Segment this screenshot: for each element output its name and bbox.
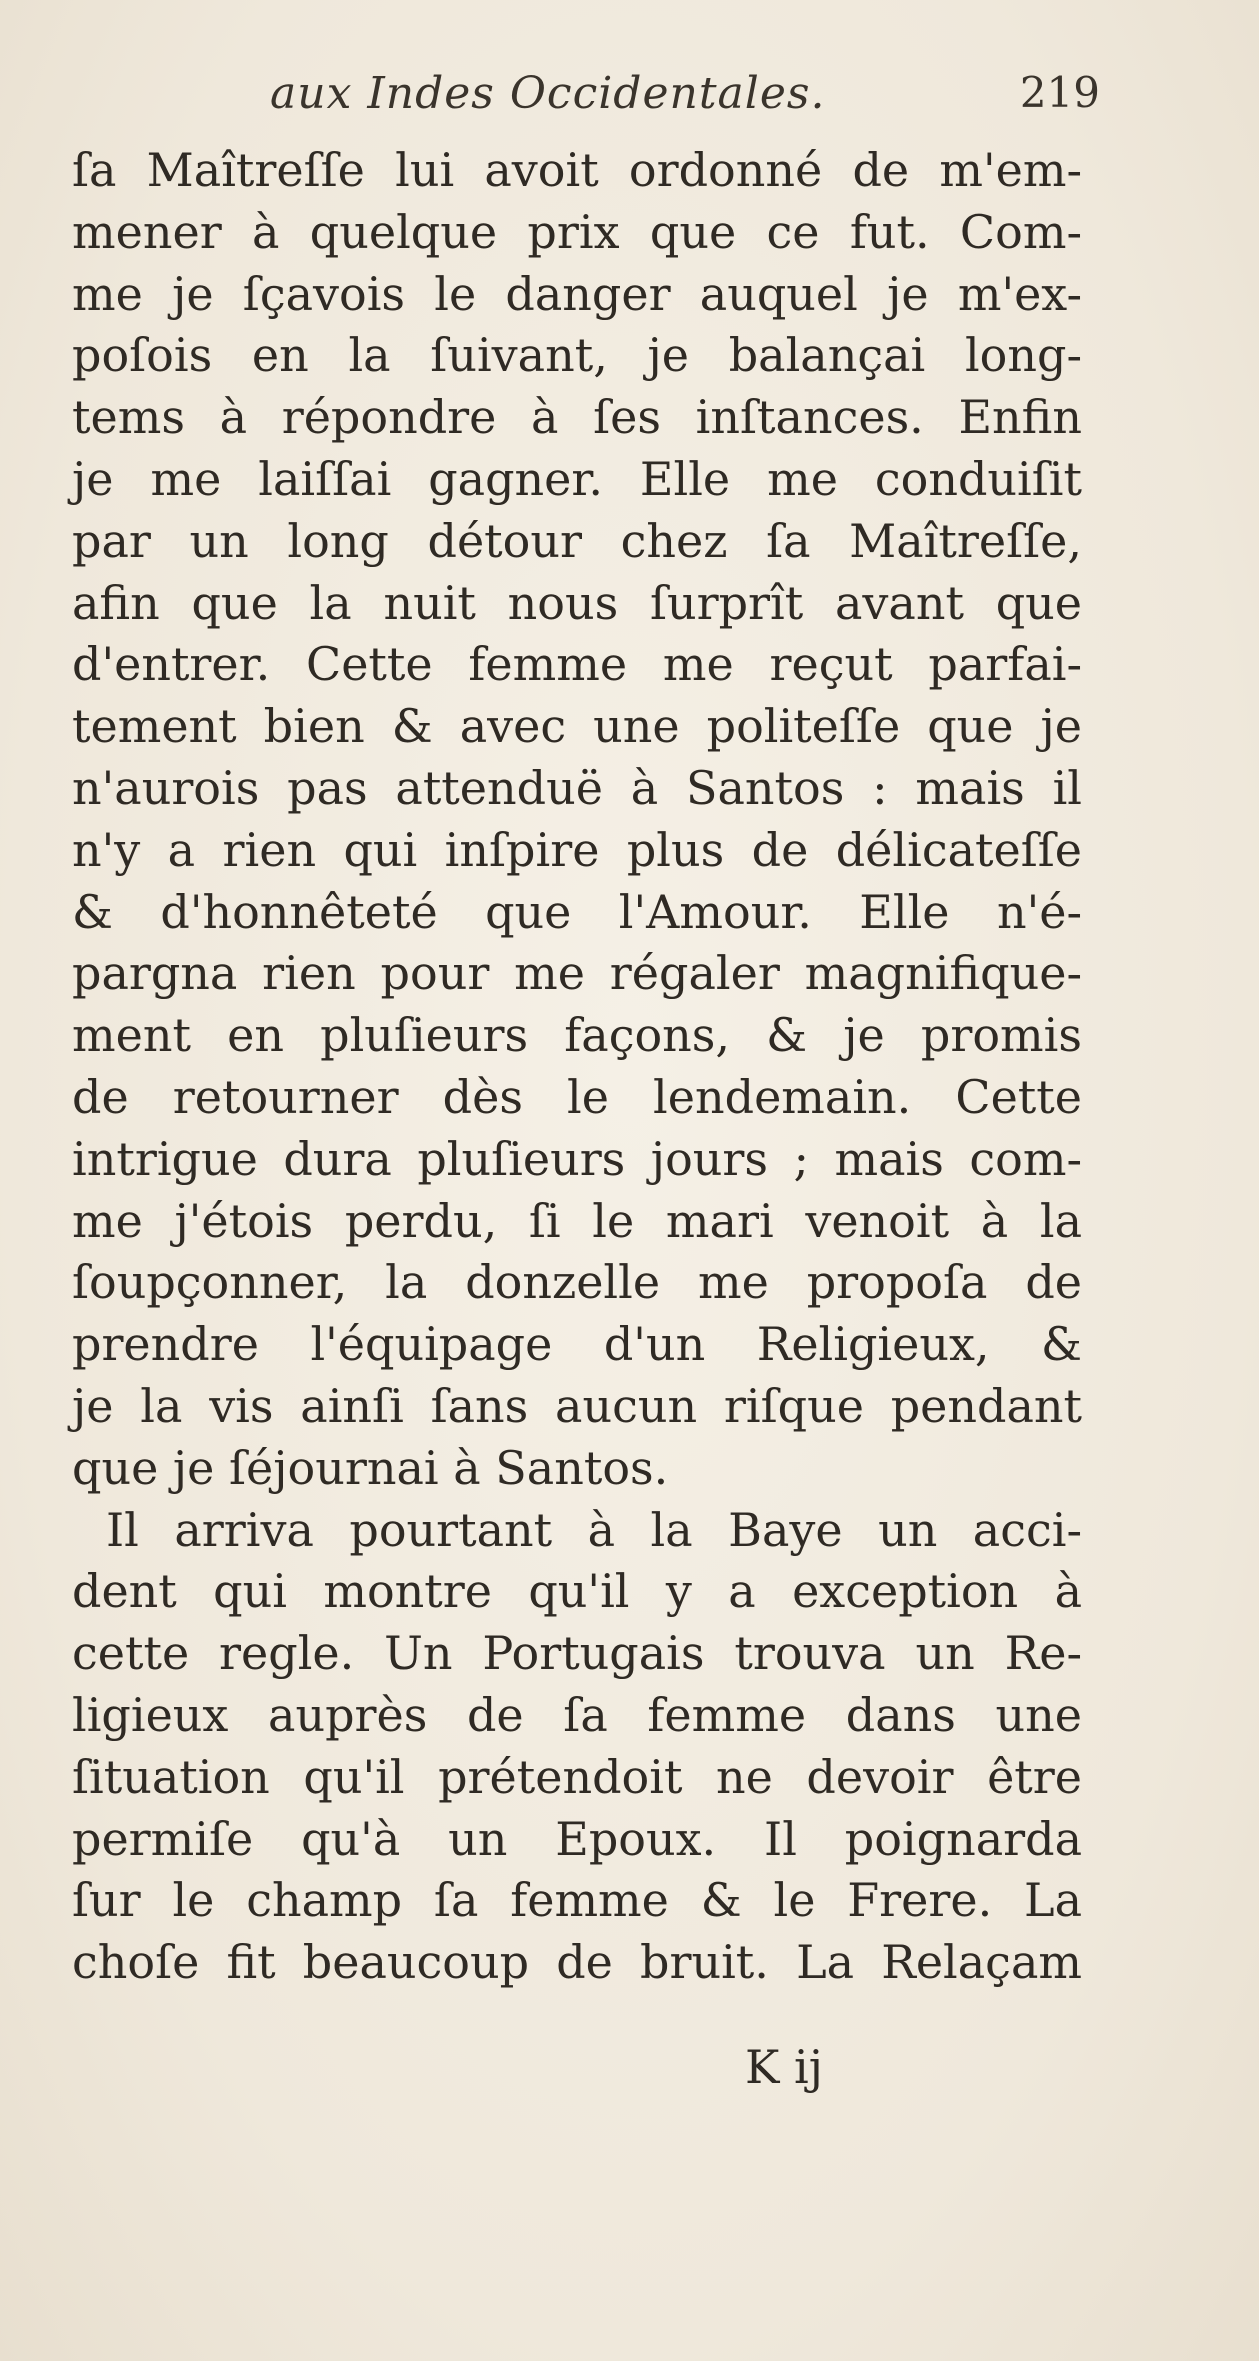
text-line: mener à quelque prix que ce fut. Com-	[72, 204, 1082, 259]
text-line: poſois en la ſuivant, je balançai long-	[72, 328, 1082, 383]
text-line: afin que la nuit nous ſurprît avant que	[72, 575, 1082, 630]
page-header	[270, 68, 1100, 138]
text-line: ſa Maîtreſſe lui avoit ordonné de m'em-	[72, 143, 1082, 197]
text-line: me je ſçavois le danger auquel je m'ex-	[72, 266, 1082, 321]
text-line: prendre l'équipage d'un Religieux, &	[72, 1317, 1082, 1372]
text-line: je la vis ainſi ſans aucun riſque pendant	[72, 1378, 1082, 1433]
text-line: d'entrer. Cette femme me reçut parfai-	[72, 637, 1082, 692]
text-line: ſoupçonner, la donzelle me propoſa de	[72, 1255, 1082, 1310]
text-line: ſur le champ ſa femme & le Frere. La	[72, 1873, 1082, 1928]
text-line: tement bien & avec une politeſſe que je	[72, 699, 1082, 754]
text-line: intrigue dura pluſieurs jours ; mais com-	[72, 1131, 1082, 1186]
running-title: aux Indes Occidentales.	[270, 68, 826, 119]
text-line: dent qui montre qu'il y a exception à	[72, 1564, 1082, 1619]
text-line: & d'honnêteté que l'Amour. Elle n'é-	[72, 884, 1082, 939]
text-line: tems à répondre à ſes inſtances. Enfin	[72, 390, 1082, 445]
page-number: 219	[1019, 68, 1100, 117]
text-line: Il arriva pourtant à la Baye un acci-	[106, 1502, 1082, 1557]
text-line: je me laiſſai gagner. Elle me conduiſit	[72, 451, 1082, 506]
text-line: permiſe qu'à un Epoux. Il poignarda	[72, 1811, 1082, 1866]
text-line: me j'étois perdu, ſi le mari venoit à la	[72, 1193, 1082, 1248]
text-line: que je ſéjournai à Santos.	[72, 1440, 669, 1495]
body-text	[72, 140, 1082, 1994]
text-line: n'y a rien qui inſpire plus de délicateſſe	[72, 822, 1082, 877]
text-line: choſe fit beaucoup de bruit. La Relaçam	[72, 1935, 1082, 1990]
text-line: par un long détour chez ſa Maîtreſſe,	[72, 513, 1082, 568]
text-line: ſituation qu'il prétendoit ne devoir être	[72, 1749, 1082, 1804]
text-line: ment en pluſieurs façons, & je promis	[72, 1008, 1082, 1063]
text-line: pargna rien pour me régaler magnifique-	[72, 946, 1082, 1001]
signature-mark: K ij	[745, 2040, 823, 2094]
text-line: ligieux auprès de ſa femme dans une	[72, 1687, 1082, 1742]
text-line: n'aurois pas attenduë à Santos : mais il	[72, 760, 1082, 815]
text-line: de retourner dès le lendemain. Cette	[72, 1069, 1082, 1124]
text-line: cette regle. Un Portugais trouva un Re-	[72, 1626, 1082, 1681]
